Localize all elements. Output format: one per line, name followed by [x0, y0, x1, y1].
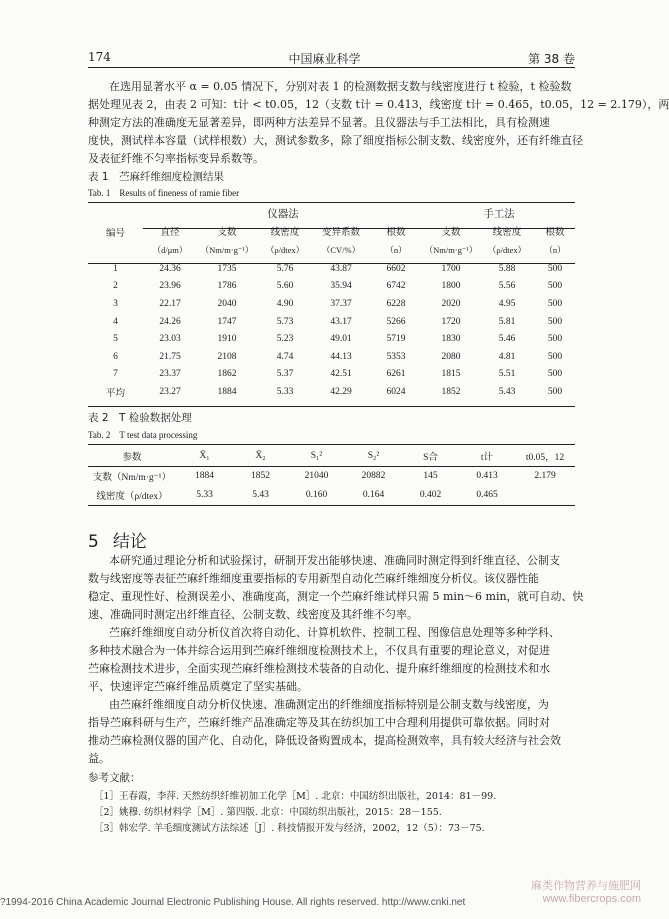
table1-cell: 37.37: [330, 298, 352, 309]
table1-cell: 1735: [217, 263, 237, 274]
table1-cell: 1700: [441, 263, 461, 274]
table1-cell: 5.76: [276, 263, 294, 274]
table2-body: [88, 466, 575, 504]
copyright-footer: ?1994-2016 China Academic Journal Electronic Publishing House. All rights reserved. http://www.cnki.net: [0, 897, 466, 908]
table1-cell: 7: [113, 369, 118, 380]
site-watermark: [531, 880, 641, 906]
table1-cell: 5.73: [276, 316, 294, 327]
table1-row: [88, 313, 575, 331]
table2-cell: 5.33: [196, 489, 213, 500]
table2-top-rule: [88, 444, 575, 445]
table1-cell: 43.17: [330, 316, 352, 327]
table2-cell: 21040: [304, 470, 329, 481]
reference-item: ［3］韩宏学. 羊毛细度测试方法综述［J］. 科技情报开发与经济，2002，12（5）：73－75.: [94, 823, 485, 834]
table2-header: X̄₂: [255, 451, 266, 461]
table1-cell: 500: [547, 281, 563, 292]
table1-col-unit: （n）: [544, 245, 566, 255]
table1-cell: 6: [113, 351, 118, 362]
table1-cell: 5.51: [498, 369, 516, 380]
table2-header: 参数: [122, 453, 142, 463]
table1-cell: 500: [547, 263, 563, 274]
table2-header: S₁²: [310, 451, 323, 461]
table1-top-rule: [88, 202, 575, 203]
intro-line: 种测定方法的准确度无显著差异，即两种方法差异不显著。且仪器法与手工法相比，具有检测速: [88, 116, 550, 129]
table1-cell: 44.13: [330, 351, 352, 362]
table2-header: S₂²: [367, 451, 380, 461]
table1-cell: 5353: [386, 351, 406, 362]
table2-header: t计: [480, 453, 494, 463]
table2-cell: 0.160: [305, 489, 328, 500]
table2-row: [88, 485, 575, 504]
table1-caption-en: Tab. 1 Results of fineness of ramie fiber: [88, 188, 240, 198]
references-heading: 参考文献：: [88, 772, 141, 784]
volume-label: 第 38 卷: [528, 52, 575, 66]
table1-cell: 35.94: [330, 281, 352, 292]
table2-header: S合: [423, 453, 438, 463]
table1-cell: 4.74: [276, 351, 294, 362]
table1-header-id: 编号: [105, 229, 125, 239]
table1-col-unit: （ρ/dtex）: [487, 245, 527, 255]
table1-cell: 2040: [217, 298, 237, 309]
table1-cell: 2108: [217, 351, 237, 362]
table1-cell: 5.43: [498, 386, 516, 397]
table1-cell: 4: [113, 316, 118, 327]
table2-cell: 0.402: [419, 489, 442, 500]
table1-cell: 5.56: [498, 281, 516, 292]
table1-cell: 43.87: [330, 263, 352, 274]
table1-cell: 500: [547, 298, 563, 309]
table2-cell: 1884: [195, 470, 214, 481]
intro-line: 度快，测试样本容量（试样根数）大，测试参数多，除了细度指标公制支数、线密度外，还有纤维直径: [88, 134, 583, 147]
table1-group-instrument: 仪器法: [267, 207, 299, 220]
section-heading: [88, 527, 161, 552]
table1-cell: 23.37: [159, 369, 181, 380]
table1-cell: 1720: [441, 316, 461, 327]
table1-cell: 5.33: [276, 386, 294, 397]
table1-cell: 6024: [386, 386, 406, 397]
table1-cell: 3: [113, 298, 118, 309]
table1-cell: 500: [547, 386, 563, 397]
table1-cell: 500: [547, 316, 563, 327]
table1-cell: 49.01: [330, 334, 352, 345]
table1-cell: 1747: [217, 316, 237, 327]
reference-item: ［1］王春霞，李萍. 天然纺织纤维初加工化学［M］. 北京：中国纺织出版社，2014：81－99.: [94, 791, 497, 802]
table1-cell: 1852: [441, 386, 461, 397]
table1-cell: 平均: [105, 388, 125, 399]
table1-cell: 1786: [217, 281, 237, 292]
table1-cell: 23.27: [159, 386, 181, 397]
conclusion-line: 苎麻检测技术进步，全面实现苎麻纤维检测技术装备的自动化、提升麻纤维细度的检测技术和水: [88, 662, 550, 675]
table1-col-unit: （ρ/dtex）: [265, 245, 305, 255]
table1-cell: 6228: [386, 298, 406, 309]
table2-bottom-rule: [88, 505, 575, 506]
table2-cell: 145: [423, 470, 438, 481]
table1-cell: 22.17: [159, 298, 181, 309]
table1-cell: 500: [547, 351, 563, 362]
conclusion-line: 指导苎麻科研与生产，苎麻纤维产品准确定等及其在纺织加工中合理利用提供可靠依据。同时对: [88, 716, 550, 729]
intro-paragraph: [88, 78, 669, 168]
table1-cell: 6742: [386, 281, 406, 292]
table1-row: [88, 330, 575, 348]
header-rule: [88, 67, 575, 68]
table1-row: [88, 383, 575, 401]
table1-cell: 5.60: [276, 281, 294, 292]
conclusion-paragraph: [88, 696, 575, 768]
table1-cell: 5.46: [498, 334, 516, 345]
table1-col-header: 根数: [386, 228, 406, 238]
table1-cell: 24.26: [159, 316, 181, 327]
conclusion-line: 益。: [88, 752, 110, 765]
intro-line: 及表征纤维不匀率指标变异系数等。: [88, 152, 264, 165]
table1-cell: 5.88: [498, 263, 516, 274]
table1-cell: 1884: [217, 386, 237, 397]
conclusion-line: 速、准确同时测定出纤维直径、公制支数、线密度及其纤维不匀率。: [88, 608, 418, 621]
table1-cell: 5.37: [276, 369, 294, 380]
page-number: 174: [88, 50, 111, 64]
table2-cell: 支数（Nm/m·g⁻¹）: [92, 472, 172, 483]
watermark-line: www.fibercrops.com: [542, 893, 641, 905]
table2-header: X̄₁: [199, 451, 210, 461]
table1-group-manual: 手工法: [483, 207, 515, 220]
table1-col-header: 变异系数: [321, 228, 360, 238]
table2-caption-cn: 表 2 T 检验数据处理: [88, 412, 192, 424]
watermark-line: 麻类作物营养与施肥网: [531, 880, 641, 892]
table1-col-unit: （n）: [385, 245, 407, 255]
conclusion-line: 苎麻纤维细度自动分析仪首次将自动化、计算机软件、控制工程、图像信息处理等多种学科、: [109, 626, 560, 639]
table1-row: [88, 278, 575, 296]
table2-cell: 2.179: [534, 470, 556, 481]
table1-cell: 2020: [441, 298, 461, 309]
conclusion-line: 数与线密度等表征苎麻纤维细度重要指标的专用新型自动化苎麻纤维细度分析仪。该仪器性能: [88, 572, 539, 585]
table1-cell: 4.95: [498, 298, 516, 309]
table1-cell: 21.75: [159, 351, 181, 362]
table1-cell: 5: [113, 334, 118, 345]
intro-line: 在选用显著水平 α = 0.05 情况下，分别对表 1 的检测数据支数与线密度进行 t 检验，t 检验数: [109, 80, 572, 93]
table2-header: t0.05，12: [525, 453, 565, 463]
table1-col-unit: （Nm/m·g⁻¹）: [424, 245, 478, 255]
table1-cell: 5.23: [276, 334, 294, 345]
conclusion-line: 由苎麻纤维细度自动分析仪快速、准确测定出的纤维细度指标特别是公制支数与线密度，为: [109, 698, 549, 711]
table1-cell: 23.03: [159, 334, 181, 345]
table1-cell: 1862: [217, 369, 237, 380]
table1-col-header: 线密度: [270, 228, 300, 238]
table2: [88, 446, 575, 504]
table1-cell: 5266: [386, 316, 406, 327]
table1-header-rule: [88, 263, 575, 264]
table2-cell: 5.43: [252, 489, 269, 500]
table2-cell: 1852: [251, 470, 270, 481]
table1-cell: 23.96: [159, 281, 181, 292]
table1-cell: 6261: [386, 369, 406, 380]
table1-body: [88, 260, 575, 401]
table1-col-unit: （Nm/m·g⁻¹）: [200, 245, 254, 255]
table2-cell: [515, 485, 575, 504]
conclusion-line: 多种技术融合为一体并综合运用到苎麻纤维细度检测技术上，不仅具有重要的理论意义，对促进: [88, 644, 550, 657]
table1-cell: 1910: [217, 334, 237, 345]
table2-caption-en: Tab. 2 T test data processing: [88, 430, 198, 440]
table1-cell: 4.90: [276, 298, 294, 309]
table1-row: [88, 348, 575, 366]
table2-cell: 0.164: [362, 489, 385, 500]
conclusion-line: 稳定、重现性好、检测误差小、准确度高，测定一个苎麻纤维试样只需 5 min～6 min，就可自动、快: [88, 590, 584, 603]
journal-name: 中国麻业科学: [288, 52, 361, 66]
reference-item: ［2］姚穆. 纺织材料学［M］. 第四版. 北京：中国纺织出版社，2015：28－155.: [94, 807, 442, 818]
table1-cell: 1815: [441, 369, 461, 380]
table1-col-unit: （d/μm）: [152, 245, 188, 255]
table1-row: [88, 295, 575, 313]
table1: [88, 204, 575, 401]
table2-header-rule: [88, 466, 575, 467]
table1-col-header: 直径: [160, 228, 180, 238]
conclusion-paragraph: [88, 552, 584, 624]
table1-cell: 1800: [441, 281, 461, 292]
table2-row: [88, 466, 575, 485]
table1-col-header: 支数: [441, 228, 461, 238]
table1-cell: 42.51: [330, 369, 352, 380]
section-title: 结论: [112, 532, 147, 552]
table1-cell: 1: [113, 263, 118, 274]
conclusion-line: 本研究通过理论分析和试验探讨，研制开发出能够快速、准确同时测定得到纤维直径、公制支: [109, 554, 560, 567]
table2-cell: 线密度（ρ/dtex）: [96, 491, 168, 502]
intro-line: 据处理见表 2，由表 2 可知：t计 < t0.05，12（支数 t计 = 0.413，线密度 t计 = 0.465，t0.05，12 = 2.179），两: [88, 98, 669, 111]
table1-col-header: 根数: [545, 228, 565, 238]
table1-cell: 5719: [386, 334, 406, 345]
table1-group-rule: [143, 228, 575, 229]
table1-caption-cn: 表 1 苎麻纤维细度检测结果: [88, 171, 225, 183]
table1-col-header: 支数: [217, 228, 237, 238]
table1-cell: 2: [113, 281, 118, 292]
table1-bottom-rule: [88, 406, 575, 407]
conclusion-paragraph: [88, 624, 575, 696]
table1-cell: 500: [547, 334, 563, 345]
table1-cell: 500: [547, 369, 563, 380]
table1-cell: 5.81: [498, 316, 516, 327]
table2-cell: 0.413: [476, 470, 498, 481]
table1-cell: 2080: [441, 351, 461, 362]
table1-cell: 24.36: [159, 263, 181, 274]
references: [88, 770, 575, 837]
table1-col-unit: （CV/%）: [321, 245, 361, 255]
table1-row: [88, 366, 575, 384]
table1-cell: 1830: [441, 334, 461, 345]
table1-cell: 42.29: [330, 386, 352, 397]
conclusion-line: 推动苎麻检测仪器的国产化、自动化，降低设备购置成本，提高检测效率，具有较大经济与社会效: [88, 734, 561, 747]
table1-cell: 4.81: [498, 351, 516, 362]
table1-col-header: 线密度: [492, 228, 522, 238]
table2-cell: 0.465: [476, 489, 498, 500]
table2-cell: 20882: [361, 470, 386, 481]
conclusion-line: 平、快速评定苎麻纤维品质奠定了坚实基础。: [88, 680, 308, 693]
table1-cell: 6602: [386, 263, 406, 274]
section-number: 5: [88, 532, 99, 552]
